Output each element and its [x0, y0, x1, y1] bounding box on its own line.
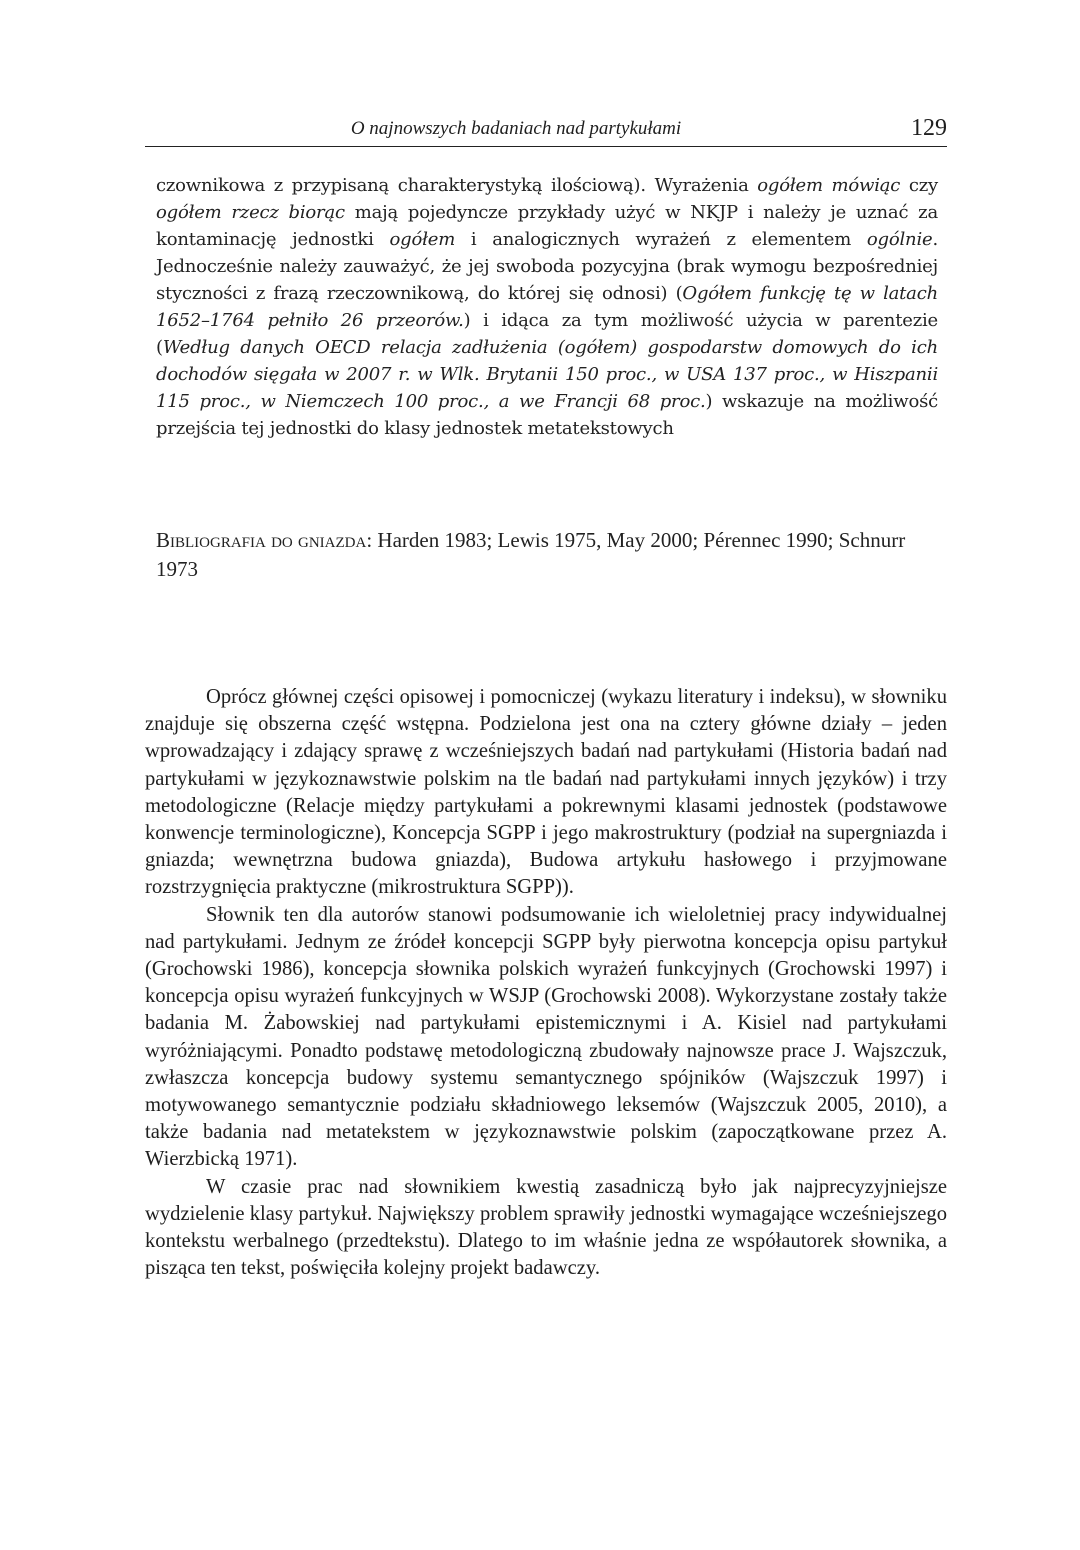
body-paragraph: Oprócz głównej części opisowej i pomocniczej (wykazu literatury i indeksu), w słowniku znajduje się obszerna część wstępna. Podzielona jest ona na cztery główne działy – jeden wprowadzający i zdający sprawę z wcześniejszych badań nad partykułami (Historia badań nad partykułami w językoznawstwie polskim na tle badań nad partykułami innych języków) i trzy metodologiczne (Relacje między partykułami a pokrewnymi klasami jednostek (podstawowe konwencje terminologiczne), Koncepcja SGPP i jego makrostruktury (podział na supergniazda i gniazda; wewnętrzna budowa gniazda), Budowa artykułu hasłowego i przyjmowane rozstrzygnięcia praktyczne (mikrostruktura SGPP)).: [145, 686, 947, 899]
excerpt-italic: ogółem mówiąc: [757, 175, 901, 196]
page-number: 129: [911, 115, 947, 141]
body-paragraph: W czasie prac nad słownikiem kwestią zasadniczą było jak najprecyzyjniejsze wydzielenie klasy partykuł. Największy problem sprawiły jednostki wymagające wcześniejszego kontekstu werbalnego (przedtekstu). Dlatego to im właśnie jedna ze współautorek słownika, a pisząca ten tekst, poświęciła kolejny projekt badawczy.: [145, 1175, 947, 1280]
bibliography-text: Harden 1983; Lewis 1975, May 2000; Pérennec 1990; Schnurr 1973: [156, 528, 906, 581]
excerpt-italic: ogółem: [389, 229, 456, 250]
body-paragraph: Słownik ten dla autorów stanowi podsumowanie ich wieloletniej pracy indywidualnej nad partykułami. Jednym ze źródeł koncepcji SGPP były pierwotna koncepcja opisu partykuł (Grochowski 1986), koncepcja słownika polskich wyrażeń funkcyjnych (Grochowski 1997) i koncepcja opisu wyrażeń funkcyjnych w WSJP (Grochowski 2008). Wykorzystane zostały także badania M. Żabowskiej nad partykułami epistemicznymi i A. Kisiel nad partykułami wyróżniającymi. Ponadto podstawę metodologiczną zbudowały najnowsze prace J. Wajszczuk, zwłaszcza koncepcja budowy systemu semantycznego spójników (Wajszczuk 1997) i motywowanego semantycznie podziału składniowego leksemów (Wajszczuk 2005, 2010), a także badania nad metatekstem w językoznawstwie polskim (zapoczątkowane przez A. Wierzbicką 1971).: [145, 903, 947, 1171]
excerpt-example: Według danych OECD relacja zadłużenia (ogółem) gospodarstw domowych do ich dochodów sięgała w 2007 r. w Wlk. Brytanii 150 proc., w USA 137 proc., w Hiszpanii 115 proc., w Niemczech 100 proc., a we Francji 68 proc.: [156, 337, 938, 412]
excerpt-text: czy: [900, 175, 939, 196]
excerpt-paragraph: [156, 172, 938, 442]
excerpt-text: . Jednocześnie należy zauważyć, że jej swoboda pozycyjna (brak wymogu bezpośredniej styczności z frazą rzeczownikową, do której się odnosi) (: [156, 229, 938, 304]
excerpt-text: ) i idąca za tym możliwość użycia w parentezie (: [156, 310, 938, 358]
excerpt-italic: ogółem rzecz biorąc: [156, 202, 345, 223]
running-header: [145, 112, 947, 147]
dictionary-excerpt: [156, 172, 938, 442]
excerpt-text: ) wskazuje na możliwość przejścia tej jednostki do klasy jednostek metatekstowych: [156, 391, 938, 439]
excerpt-example: Ogółem funkcję tę w latach 1652–1764 pełniło 26 przeorów.: [156, 283, 938, 331]
excerpt-italic: ogólnie: [866, 229, 933, 250]
bibliography-note: [156, 526, 938, 584]
body-text: [145, 684, 947, 1282]
excerpt-text: i analogicznych wyrażeń z elementem: [455, 229, 867, 250]
running-title: O najnowszych badaniach nad partykułami: [350, 118, 682, 139]
excerpt-text: mają pojedyncze przykłady użyć w NKJP i należy je uznać za kontaminację jednostki: [156, 202, 938, 250]
bibliography-label: Bibliografia do gniazda:: [156, 528, 373, 552]
excerpt-text: czownikowa z przypisaną charakterystyką ilościową). Wyrażenia: [156, 175, 758, 196]
